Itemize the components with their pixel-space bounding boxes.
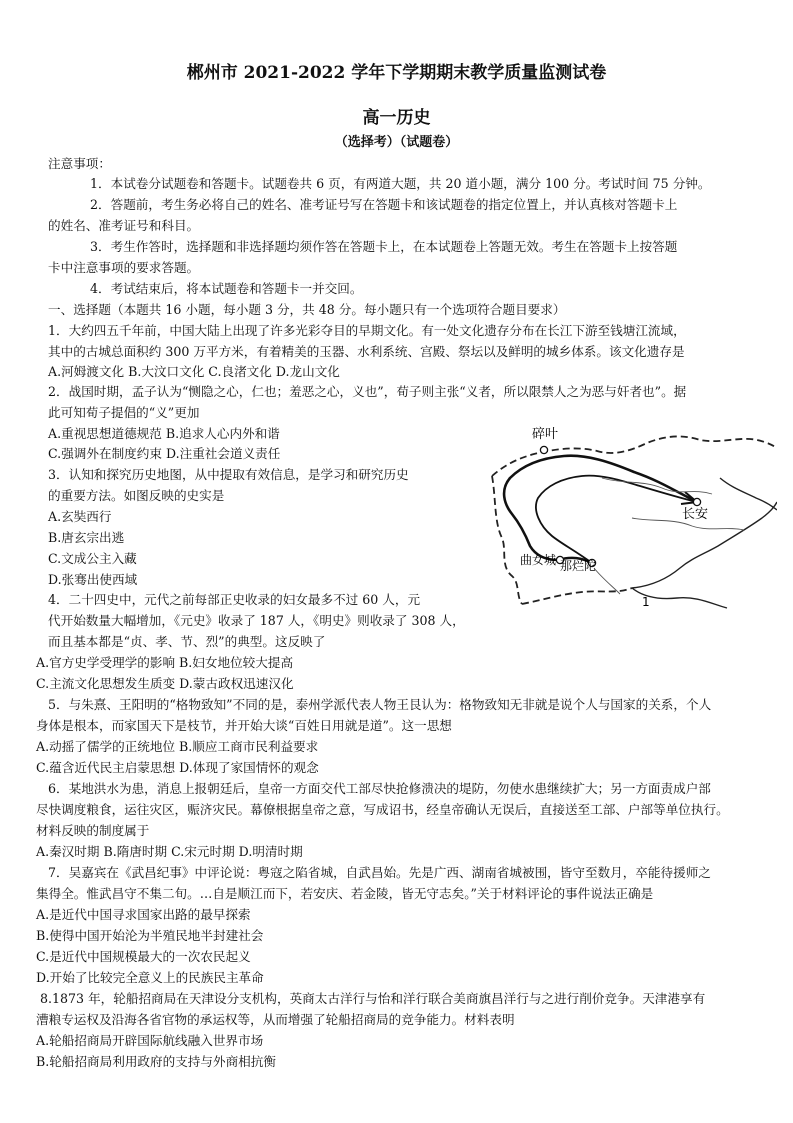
q7-text-1: 7．吴嘉宾在《武昌纪事》中评论说：粤寇之陷省城，自武昌始。先是广西、湖南省城被围，皆守至数月，卒能待援师之: [48, 865, 711, 880]
q8-option-a: A.轮船招商局开辟国际航线融入世界市场: [36, 1033, 264, 1048]
note-item-4: 4．考试结束后，将本试题卷和答题卡一并交回。: [90, 281, 363, 296]
river-ganges: [594, 568, 620, 594]
city-marker-suiye: [540, 446, 547, 453]
q5-options-ab: A.动摇了儒学的正统地位 B.顺应工商市民利益要求: [36, 739, 319, 754]
note-item-3: 3．考生作答时，选择题和非选择题均须作答在答题卡上，在本试题卷上答题无效。考生在答题卡上按答题: [90, 239, 678, 254]
q7-option-b: B.使得中国开始沦为半殖民地半封建社会: [36, 928, 264, 943]
q6-options: A.秦汉时期 B.隋唐时期 C.宋元时期 D.明清时期: [36, 844, 303, 859]
q2-text-2: 此可知荀子提倡的“义”更加: [48, 405, 200, 420]
exam-subject: 高一历史: [362, 108, 431, 128]
q4-text-3: 而且基本都是“贞、孝、节、烈”的典型。这反映了: [48, 634, 326, 649]
note-item-3-cont: 卡中注意事项的要求答题。: [48, 260, 200, 275]
q7-option-d: D.开始了比较完全意义上的民族民主革命: [36, 970, 264, 985]
route-outward: [504, 456, 697, 560]
note-item-1: 1．本试卷分试题卷和答题卡。试题卷共 6 页，有两道大题，共 20 道小题，满分 100 分。考试时间 75 分钟。: [90, 176, 711, 191]
border-south: [522, 588, 632, 604]
q4-options-ab: A.官方史学受理学的影响 B.妇女地位较大提高: [36, 655, 294, 670]
notes-label: 注意事项：: [48, 156, 111, 171]
label-nalanduo: 那烂陀: [560, 559, 597, 573]
q1-options: A.河姆渡文化 B.大汶口文化 C.良渚文化 D.龙山文化: [48, 364, 340, 379]
border-north: [492, 436, 777, 476]
q3-option-c: C.文成公主入藏: [48, 551, 137, 566]
q3-option-d: D.张骞出使西域: [48, 572, 138, 587]
note-item-2: 2．答题前，考生务必将自己的姓名、准考证号写在答题卡和该试题卷的指定位置上，并认真核对答题卡上: [90, 197, 678, 212]
q6-text-2: 尽快调度粮食，运往灾区，赈济灾民。幕僚根据皇帝之意，写成诏书，经皇帝确认无误后，直接送至工部、户部等单位执行。: [36, 802, 729, 817]
q3-text-1: 3．认知和探究历史地图，从中提取有效信息，是学习和研究历史: [48, 467, 409, 482]
q7-option-a: A.是近代中国寻求国家出路的最早探索: [36, 907, 251, 922]
q4-options-cd: C.主流文化思想发生质变 D.蒙古政权迅速汉化: [36, 676, 294, 691]
q7-text-2: 集得全。惟武昌守不集二旬。…自是顺江而下，若安庆、若金陵，皆无守志矣。”关于材料评论的事件说法正确是: [36, 886, 654, 901]
label-changan: 长安: [682, 507, 709, 522]
q6-text-3: 材料反映的制度属于: [36, 823, 150, 838]
q8-option-b: B.轮船招商局利用政府的支持与外商相抗衡: [36, 1054, 276, 1069]
route-map: [482, 418, 777, 616]
q5-options-cd: C.蕴含近代民主启蒙思想 D.体现了家国情怀的观念: [36, 760, 319, 775]
q7-option-c: C.是近代中国规模最大的一次农民起义: [36, 949, 251, 964]
q8-text-1: 8.1873 年，轮船招商局在天津设分支机构，英商太古洋行与怡和洋行联合美商旗昌洋行与之进行削价竞争。天津港享有: [40, 991, 706, 1006]
q3-option-b: B.唐玄宗出逃: [48, 530, 125, 545]
q1-text-1: 1．大约四五千年前，中国大陆上出现了许多光彩夺目的早期文化。有一处文化遗存分布在长江下游至钱塘江流域，: [48, 323, 686, 338]
q3-option-a: A.玄奘西行: [48, 509, 112, 524]
q1-text-2: 其中的古城总面积约 300 万平方米，有着精美的玉器、水利系统、宫殿、祭坛以及鲜明的城乡体系。该文化遗存是: [48, 344, 685, 359]
q8-text-2: 漕粮专运权及沿海各省官物的承运权等，从而增强了轮船招商局的竞争能力。材料表明: [36, 1012, 515, 1027]
border-west: [492, 476, 522, 604]
q2-text-1: 2．战国时期，孟子认为“恻隐之心，仁也；羞恶之心，义也”，荀子则主张“义者，所以限禁人之为恶与奸者也”。据: [48, 384, 687, 399]
q3-text-2: 的重要方法。如图反映的史实是: [48, 488, 225, 503]
note-item-2-cont: 的姓名、准考证号和科目。: [48, 218, 200, 233]
q6-text-1: 6．某地洪水为患，消息上报朝廷后，皇帝一方面交代工部尽快抢修溃决的堤防，勿使水患继续扩大；另一方面责成户部: [48, 781, 711, 796]
section-heading: 一、选择题（本题共 16 小题，每小题 3 分，共 48 分。每小题只有一个选项符合题目要求）: [48, 302, 566, 317]
q4-text-2: 代开始数量大幅增加，《元史》收录了 187 人，《明史》则收录了 308 人，: [48, 613, 465, 628]
q2-options-ab: A.重视思想道德规范 B.追求人心内外和谐: [48, 426, 280, 441]
boundary-east: [720, 478, 777, 510]
q2-options-cd: C.强调外在制度约束 D.注重社会道义责任: [48, 446, 281, 461]
exam-subtitle: （选择考）（试题卷）: [334, 135, 459, 150]
q5-text-2: 身体是根本，而家国天下是枝节，并开始大谈“百姓日用就是道”。这一思想: [36, 718, 452, 733]
city-marker-changan: [693, 498, 700, 505]
label-suiye: 碎叶: [532, 427, 559, 442]
label-mark: 1: [642, 595, 650, 609]
label-qunv: 曲女城: [520, 553, 557, 567]
q4-text-1: 4．二十四史中，元代之前每部正史收录的妇女最多不过 60 人，元: [48, 592, 421, 607]
q5-text-1: 5．与朱熹、王阳明的“格物致知”不同的是，泰州学派代表人物王艮认为：格物致知无非就是说个人与国家的关系，个人: [48, 697, 712, 712]
exam-title: 郴州市 2021-2022 学年下学期期末教学质量监测试卷: [186, 63, 607, 83]
